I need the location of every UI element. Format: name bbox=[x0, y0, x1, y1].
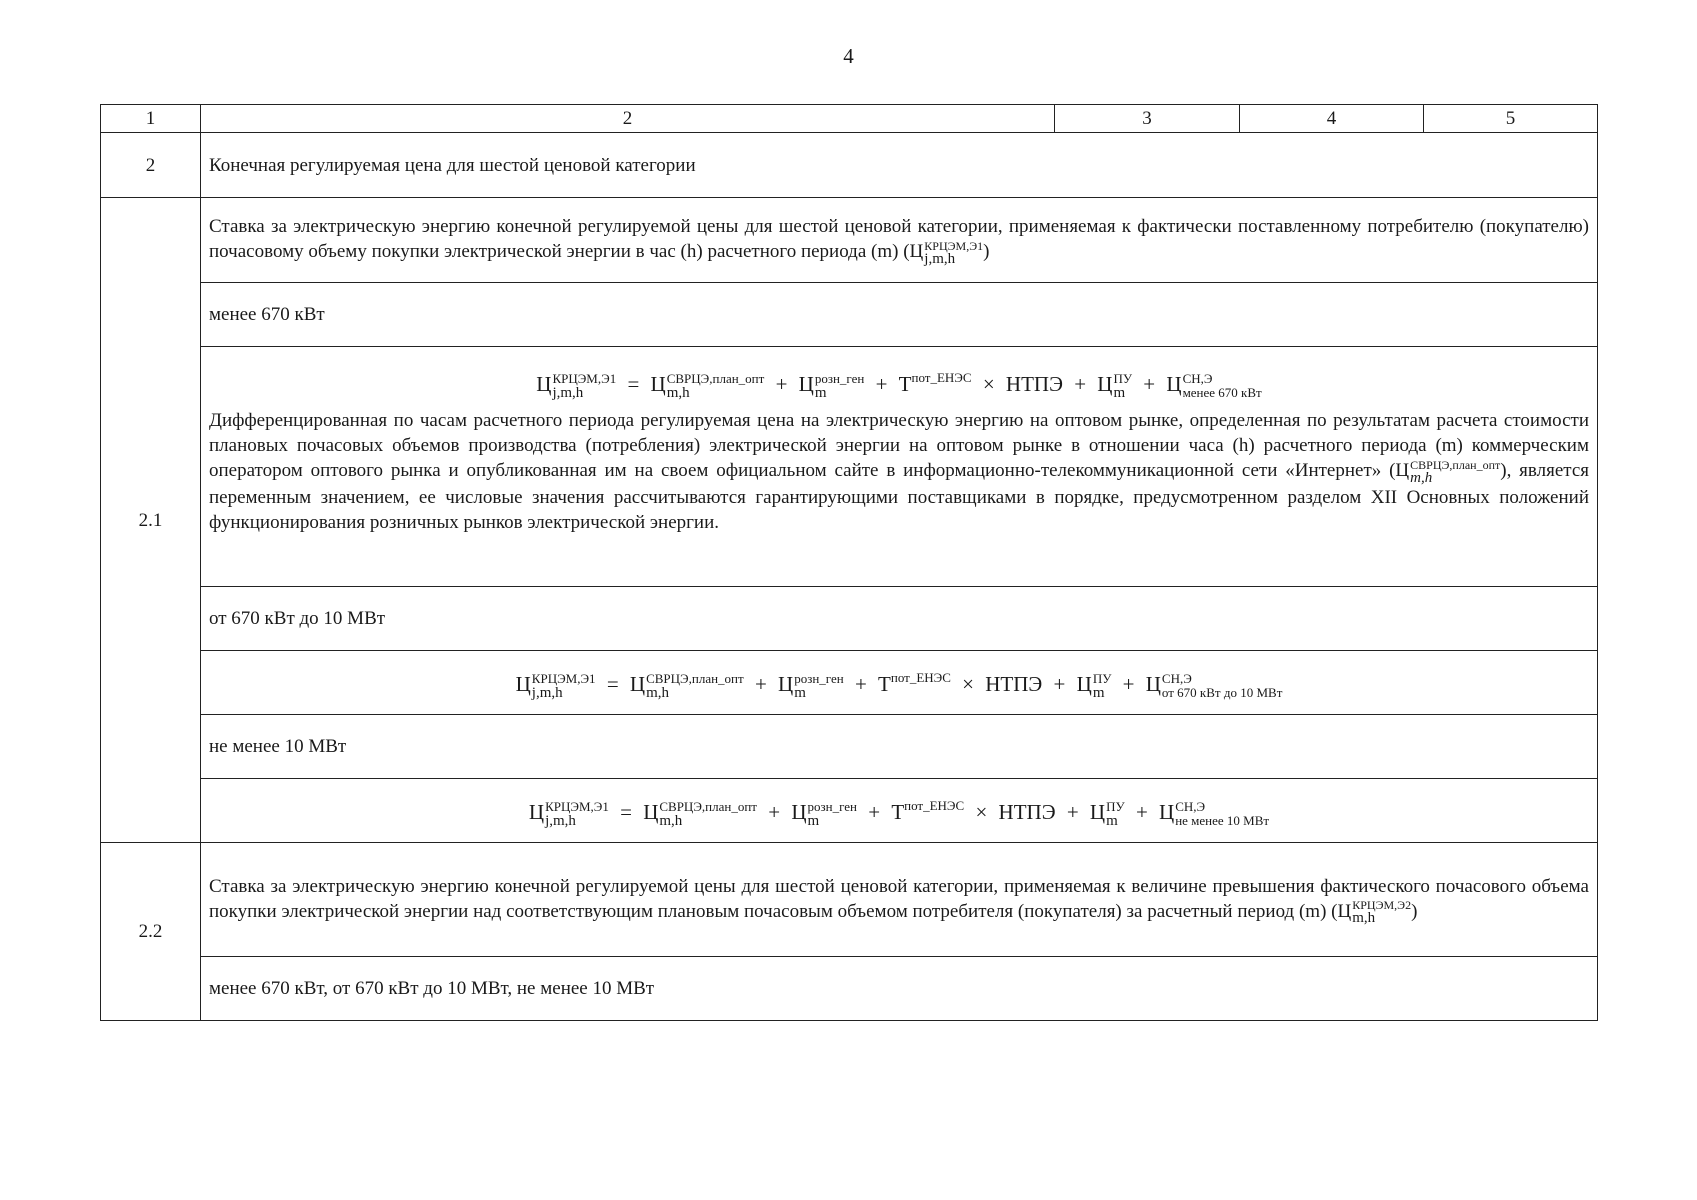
formula-operator: + bbox=[854, 671, 867, 696]
formula-sup: пот_ЕНЭС bbox=[890, 669, 951, 685]
formula-sub: от 670 кВт до 10 МВт bbox=[1161, 685, 1283, 701]
category-label: менее 670 кВт, от 670 кВт до 10 МВт, не менее 10 МВт bbox=[201, 957, 1598, 1021]
formula-sup: пот_ЕНЭС bbox=[904, 797, 965, 813]
formula-operator: = bbox=[620, 799, 632, 824]
formula-sub: m,h bbox=[1410, 469, 1433, 486]
formula-operator: × bbox=[975, 799, 988, 824]
formula-indices bbox=[1410, 459, 1500, 485]
formula-sup: СВРЦЭ,план_опт bbox=[666, 371, 765, 387]
formula-operator: + bbox=[1074, 372, 1087, 396]
formula-symbol: Ц bbox=[515, 671, 531, 696]
formula-sub: m bbox=[794, 685, 806, 702]
formula-sub: j,m,h bbox=[545, 813, 576, 830]
formula-sup: розн_ген bbox=[814, 371, 865, 387]
formula-3-cell bbox=[201, 779, 1598, 843]
header-col-2: 2 bbox=[201, 105, 1055, 133]
formula-sub: m bbox=[1106, 813, 1118, 830]
explanation-paragraph bbox=[209, 408, 1589, 535]
formula-symbol: Ц bbox=[536, 372, 552, 396]
header-col-1: 1 bbox=[101, 105, 201, 133]
row-2-1-formula-2 bbox=[101, 651, 1598, 715]
formula-sup: ПУ bbox=[1092, 671, 1112, 687]
formula-sub: j,m,h bbox=[924, 250, 956, 267]
formula-operator: + bbox=[1066, 799, 1079, 824]
formula-sup: КРЦЭМ,Э1 bbox=[531, 671, 596, 687]
formula-symbol: Ц bbox=[798, 372, 814, 396]
formula-indices bbox=[794, 672, 843, 700]
formula-indices bbox=[552, 372, 616, 400]
formula-sup: СВРЦЭ,план_опт bbox=[1410, 457, 1501, 472]
formula-indices bbox=[1106, 800, 1125, 828]
formula-indices bbox=[532, 672, 596, 700]
formula-symbol: НТПЭ bbox=[1005, 372, 1063, 396]
row-2-1-cat-2 bbox=[101, 587, 1598, 651]
formula-sub: m,h bbox=[646, 685, 669, 702]
formula-operator: = bbox=[627, 372, 640, 396]
row-2-1-formula-3 bbox=[101, 779, 1598, 843]
formula-symbol: Ц bbox=[1076, 671, 1092, 696]
formula-indices bbox=[1113, 372, 1132, 400]
formula-operator: × bbox=[962, 671, 975, 696]
formula-2-cell bbox=[201, 651, 1598, 715]
row-2-1-desc-close: ) bbox=[983, 241, 990, 263]
formula-symbol: Ц bbox=[1395, 460, 1410, 482]
row-2-2-desc-cell bbox=[201, 843, 1598, 957]
formula-symbol: Ц bbox=[643, 799, 659, 824]
formula-operator: + bbox=[1053, 671, 1066, 696]
formula-operator: + bbox=[754, 671, 767, 696]
row-2 bbox=[101, 133, 1598, 198]
formula-indices bbox=[815, 372, 864, 400]
formula-sup: пот_ЕНЭС bbox=[911, 370, 972, 385]
row-number: 2.2 bbox=[101, 843, 201, 1021]
formula-sup: КРЦЭМ,Э1 bbox=[552, 371, 617, 387]
formula-indices bbox=[1175, 800, 1269, 828]
row-2-1-cat-3 bbox=[101, 715, 1598, 779]
formula-indices bbox=[1183, 372, 1262, 400]
page-number: 4 bbox=[843, 44, 854, 68]
formula-operator: × bbox=[982, 372, 995, 396]
formula-symbol: Ц bbox=[1145, 671, 1161, 696]
formula-symbol: Ц bbox=[1089, 799, 1106, 824]
formula-symbol: Ц bbox=[1159, 799, 1175, 824]
inline-formula-svrce bbox=[1395, 457, 1501, 486]
formula-operator: + bbox=[875, 372, 888, 396]
formula-indices bbox=[807, 800, 856, 828]
formula-sup: СН,Э bbox=[1182, 371, 1213, 387]
explanation-rest: ), является переменным значением, ее числовые значения рассчитываются гарантирующими поставщиками в порядке, предусмотренном разделом XII Основных положений функционирования розничных рынков электрической энергии. bbox=[209, 460, 1589, 533]
category-label: менее 670 кВт bbox=[201, 283, 1598, 347]
formula-1-cell bbox=[201, 347, 1598, 587]
row-2-1-description bbox=[101, 198, 1598, 283]
formula-sup: КРЦЭМ,Э2 bbox=[1352, 898, 1412, 913]
formula-indices bbox=[924, 240, 983, 266]
formula-symbol: Ц bbox=[909, 241, 924, 263]
formula-sup: СН,Э bbox=[1161, 671, 1192, 687]
header-col-5: 5 bbox=[1424, 105, 1598, 133]
formula-sub: m bbox=[814, 385, 827, 402]
formula-symbol: Ц bbox=[1166, 372, 1182, 396]
formula-symbol: Ц bbox=[629, 671, 646, 696]
row-number: 2.1 bbox=[101, 198, 201, 843]
formula-sup: СВРЦЭ,план_опт bbox=[659, 799, 757, 815]
explanation-text: Дифференцированная по часам расчетного периода регулируемая цена на электрическую энергию на оптовом рынке, определенная по результатам расчета стоимости плановых почасовых объемов производства (потребления) электрической энергии на оптовом рынке в отношении часа (h) расчетного периода (m) коммерческим оператором оптового рынка и опубликованная им на своем официальном сайте в информационно-телекоммуникационной сети «Интернет» ( bbox=[209, 410, 1589, 482]
header-row bbox=[101, 105, 1598, 133]
formula-sub: m bbox=[1092, 685, 1105, 702]
formula-symbol: Т bbox=[898, 372, 912, 396]
row-2-title: Конечная регулируемая цена для шестой ценовой категории bbox=[201, 133, 1598, 198]
formula-sub: менее 670 кВт bbox=[1182, 385, 1262, 401]
formula-operator: + bbox=[1122, 671, 1135, 696]
formula-symbol: Ц bbox=[778, 671, 794, 696]
formula-sup: ПУ bbox=[1113, 371, 1133, 387]
formula-sup: ПУ bbox=[1106, 799, 1125, 815]
category-label: не менее 10 МВт bbox=[201, 715, 1598, 779]
formula-operator: = bbox=[606, 671, 619, 696]
formula-sub: не менее 10 МВт bbox=[1175, 813, 1270, 829]
inline-formula-krcem2 bbox=[1337, 898, 1412, 927]
formula-indices bbox=[1162, 672, 1282, 700]
formula-670-to-10 bbox=[209, 665, 1589, 700]
row-2-2-desc-text: Ставка за электрическую энергию конечной регулируемой цены для шестой ценовой категории, применяемая к величине превышения фактического почасового объема покупки электрической энергии над соответствующим плановым почасовым объемом потребителя (покупателя) за расчетный период (m) ( bbox=[209, 875, 1589, 922]
header-col-3: 3 bbox=[1055, 105, 1240, 133]
formula-operator: + bbox=[1135, 799, 1148, 824]
formula-sub: m,h bbox=[666, 385, 690, 402]
row-2-1-desc-cell bbox=[201, 198, 1598, 283]
row-2-1-cat-1 bbox=[101, 283, 1598, 347]
formula-indices bbox=[545, 800, 609, 828]
formula-indices bbox=[667, 372, 765, 400]
formula-sub: j,m,h bbox=[531, 685, 563, 702]
formula-sub: j,m,h bbox=[552, 385, 584, 402]
formula-sup: СН,Э bbox=[1175, 799, 1206, 815]
row-2-1-formula-1 bbox=[101, 347, 1598, 587]
formula-symbol: Ц bbox=[1097, 372, 1113, 396]
formula-sup: СВРЦЭ,план_опт bbox=[646, 671, 744, 687]
category-label: от 670 кВт до 10 МВт bbox=[201, 587, 1598, 651]
formula-indices bbox=[1093, 672, 1112, 700]
formula-operator: + bbox=[768, 799, 781, 824]
inline-formula-krcem1 bbox=[909, 238, 984, 267]
row-2-2-desc-close: ) bbox=[1411, 900, 1418, 922]
header-col-4: 4 bbox=[1240, 105, 1424, 133]
row-2-2-description bbox=[101, 843, 1598, 957]
formula-less-670 bbox=[209, 365, 1589, 400]
formula-symbol: Ц bbox=[1337, 900, 1352, 922]
formula-symbol: Ц bbox=[650, 372, 666, 396]
formula-operator: + bbox=[775, 372, 788, 396]
formula-sup: розн_ген bbox=[794, 671, 844, 687]
row-2-2-cats bbox=[101, 957, 1598, 1021]
formula-indices bbox=[659, 800, 757, 828]
formula-sub: m,h bbox=[659, 813, 683, 830]
formula-symbol: Ц bbox=[791, 799, 807, 824]
formula-sup: КРЦЭМ,Э1 bbox=[545, 799, 609, 815]
formula-sup: розн_ген bbox=[807, 799, 857, 815]
row-2-1-desc-text: Ставка за электрическую энергию конечной регулируемой цены для шестой ценовой категории, применяемая к фактически поставленному потребителю (покупателю) почасовому объему покупки электрической энергии в час (h) расчетного периода (m) ( bbox=[209, 216, 1589, 263]
formula-symbol: НТПЭ bbox=[985, 671, 1043, 696]
formula-sub: m bbox=[1113, 385, 1126, 402]
formula-sub: m,h bbox=[1352, 910, 1376, 927]
formula-operator: + bbox=[1143, 372, 1156, 396]
formula-ge-10 bbox=[209, 793, 1589, 828]
formula-sub: m bbox=[807, 813, 820, 830]
formula-sup: КРЦЭМ,Э1 bbox=[924, 238, 984, 253]
formula-indices bbox=[646, 672, 744, 700]
tariff-table bbox=[100, 104, 1598, 1021]
formula-symbol: НТПЭ bbox=[998, 799, 1056, 824]
row-number: 2 bbox=[101, 133, 201, 198]
formula-symbol: Ц bbox=[528, 799, 545, 824]
formula-operator: + bbox=[868, 799, 881, 824]
formula-symbol: Т bbox=[878, 671, 891, 696]
formula-indices bbox=[1352, 899, 1411, 925]
formula-symbol: Т bbox=[891, 799, 905, 824]
